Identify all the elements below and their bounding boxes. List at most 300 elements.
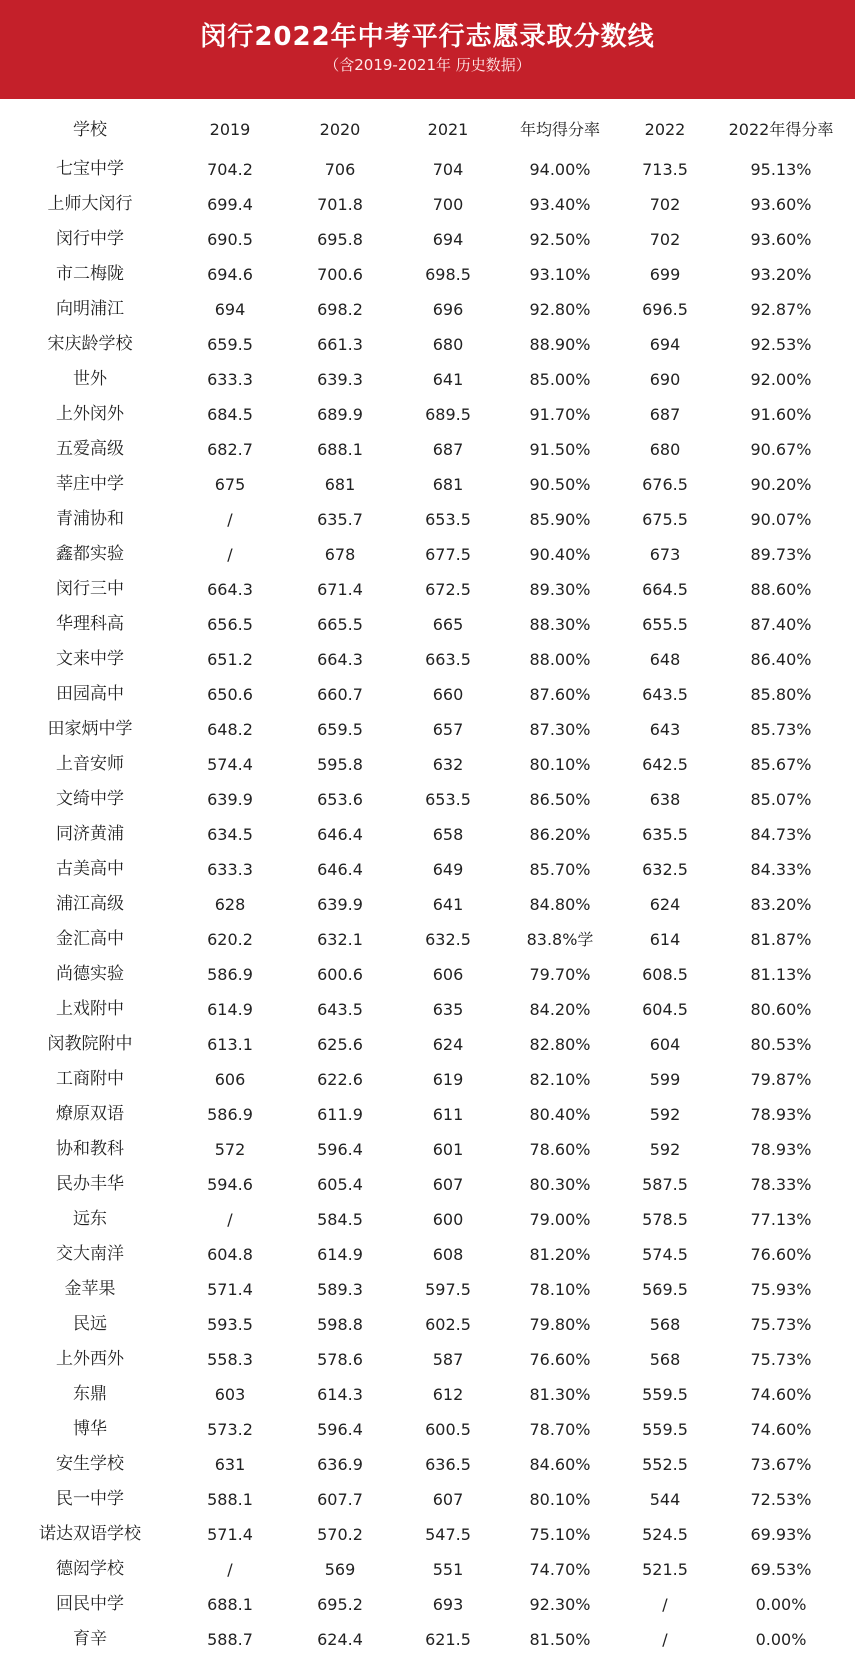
score-2022-cell: 544: [649, 1490, 681, 1509]
school-name-cell: 金苹果: [64, 1279, 116, 1299]
table-row: [0, 1167, 855, 1202]
rate-2022-cell: 92.87%: [750, 300, 812, 319]
school-name-cell: 上戏附中: [56, 999, 124, 1019]
score-2020-cell: 689.9: [317, 405, 363, 424]
avg-rate-cell: 93.40%: [529, 195, 591, 214]
school-name-cell: 上外西外: [56, 1349, 124, 1369]
score-2022-cell: 578.5: [642, 1210, 688, 1229]
school-name-cell: 金汇高中: [56, 929, 124, 949]
score-2020-cell: 625.6: [317, 1035, 363, 1054]
rate-2022-cell: 85.67%: [750, 755, 812, 774]
score-2019-cell: 588.7: [207, 1630, 253, 1649]
table-row: [0, 922, 855, 957]
table-row: [0, 1377, 855, 1412]
table-row: [0, 957, 855, 992]
score-2022-cell: 552.5: [642, 1455, 688, 1474]
score-2020-cell: 596.4: [317, 1140, 363, 1159]
score-2021-cell: 600: [432, 1210, 464, 1229]
table-row: [0, 1587, 855, 1622]
score-2021-cell: 587: [432, 1350, 464, 1369]
score-2021-cell: 632: [432, 755, 464, 774]
table-row: [0, 292, 855, 327]
avg-rate-cell: 82.10%: [529, 1070, 591, 1089]
score-2019-cell: /: [227, 545, 233, 564]
school-name-cell: 闵教院附中: [47, 1034, 133, 1054]
school-name-cell: 莘庄中学: [56, 474, 124, 494]
score-2020-cell: 639.3: [317, 370, 363, 389]
school-name-cell: 安生学校: [56, 1454, 124, 1474]
school-name-cell: 上外闵外: [56, 404, 124, 424]
rate-2022-cell: 76.60%: [750, 1245, 812, 1264]
score-2022-cell: 648: [649, 650, 681, 669]
score-2020-cell: 578.6: [317, 1350, 363, 1369]
table-header: [0, 108, 855, 152]
school-name-cell: 尚德实验: [56, 964, 124, 984]
rate-2022-cell: 88.60%: [750, 580, 812, 599]
score-2020-cell: 701.8: [317, 195, 363, 214]
avg-rate-cell: 92.30%: [529, 1595, 591, 1614]
score-2019-cell: 606: [214, 1070, 246, 1089]
school-name-cell: 德闳学校: [56, 1559, 124, 1579]
table-row: [0, 747, 855, 782]
rate-2022-cell: 75.73%: [750, 1350, 812, 1369]
score-2021-cell: 653.5: [425, 790, 471, 809]
table-row: [0, 852, 855, 887]
school-name-cell: 田家炳中学: [47, 719, 133, 739]
score-2021-cell: 611: [432, 1105, 464, 1124]
score-2020-cell: 698.2: [317, 300, 363, 319]
avg-rate-cell: 88.30%: [529, 615, 591, 634]
rate-2022-cell: 73.67%: [750, 1455, 812, 1474]
header-2022-rate: 2022年得分率: [728, 120, 834, 139]
score-2021-cell: 687: [432, 440, 464, 459]
table-row: [0, 397, 855, 432]
score-2019-cell: 675: [214, 475, 246, 494]
score-2020-cell: 678: [324, 545, 356, 564]
score-2020-cell: 622.6: [317, 1070, 363, 1089]
score-2019-cell: 651.2: [207, 650, 253, 669]
score-2021-cell: 624: [432, 1035, 464, 1054]
avg-rate-cell: 84.20%: [529, 1000, 591, 1019]
score-2021-cell: 660: [432, 685, 464, 704]
school-name-cell: 远东: [73, 1209, 107, 1229]
score-2020-cell: 624.4: [317, 1630, 363, 1649]
avg-rate-cell: 92.80%: [529, 300, 591, 319]
score-2020-cell: 639.9: [317, 895, 363, 914]
score-2019-cell: 614.9: [207, 1000, 253, 1019]
school-name-cell: 民办丰华: [56, 1174, 124, 1194]
score-2020-cell: 596.4: [317, 1420, 363, 1439]
school-name-cell: 回民中学: [56, 1594, 124, 1614]
score-2020-cell: 635.7: [317, 510, 363, 529]
rate-2022-cell: 0.00%: [755, 1595, 807, 1614]
school-name-cell: 华理科高: [56, 614, 124, 634]
score-2021-cell: 635: [432, 1000, 464, 1019]
score-2022-cell: 592: [649, 1105, 681, 1124]
school-name-cell: 鑫都实验: [56, 544, 124, 564]
score-2021-cell: 665: [432, 615, 464, 634]
score-2020-cell: 598.8: [317, 1315, 363, 1334]
score-2021-cell: 600.5: [425, 1420, 471, 1439]
score-2021-cell: 547.5: [425, 1525, 471, 1544]
page-title: 闵行2022年中考平行志愿录取分数线: [200, 22, 655, 52]
rate-2022-cell: 93.20%: [750, 265, 812, 284]
score-2019-cell: 633.3: [207, 860, 253, 879]
score-2019-cell: 694.6: [207, 265, 253, 284]
table-row: [0, 432, 855, 467]
rate-2022-cell: 79.87%: [750, 1070, 812, 1089]
score-2020-cell: 636.9: [317, 1455, 363, 1474]
score-2022-cell: /: [662, 1630, 668, 1649]
score-2021-cell: 607: [432, 1175, 464, 1194]
score-2022-cell: 568: [649, 1350, 681, 1369]
school-name-cell: 育辛: [73, 1629, 107, 1649]
table-row: [0, 572, 855, 607]
school-name-cell: 世外: [73, 369, 107, 389]
score-2021-cell: 680: [432, 335, 464, 354]
avg-rate-cell: 94.00%: [529, 160, 591, 179]
score-2021-cell: 612: [432, 1385, 464, 1404]
avg-rate-cell: 91.70%: [529, 405, 591, 424]
school-name-cell: 古美高中: [56, 859, 124, 879]
rate-2022-cell: 93.60%: [750, 230, 812, 249]
score-2021-cell: 602.5: [425, 1315, 471, 1334]
score-2021-cell: 681: [432, 475, 464, 494]
score-2021-cell: 663.5: [425, 650, 471, 669]
school-name-cell: 工商附中: [56, 1069, 124, 1089]
score-2019-cell: 604.8: [207, 1245, 253, 1264]
score-2019-cell: /: [227, 510, 233, 529]
avg-rate-cell: 78.10%: [529, 1280, 591, 1299]
header-school: 学校: [73, 120, 107, 140]
score-2020-cell: 688.1: [317, 440, 363, 459]
score-2021-cell: 649: [432, 860, 464, 879]
avg-rate-cell: 74.70%: [529, 1560, 591, 1579]
rate-2022-cell: 91.60%: [750, 405, 812, 424]
school-name-cell: 七宝中学: [56, 159, 124, 179]
score-2019-cell: 633.3: [207, 370, 253, 389]
score-2022-cell: 604.5: [642, 1000, 688, 1019]
avg-rate-cell: 83.8%学: [526, 930, 594, 949]
score-2019-cell: 639.9: [207, 790, 253, 809]
table-row: [0, 502, 855, 537]
table-row: [0, 1447, 855, 1482]
score-2019-cell: 688.1: [207, 1595, 253, 1614]
score-2020-cell: 589.3: [317, 1280, 363, 1299]
school-name-cell: 青浦协和: [56, 509, 124, 529]
score-2019-cell: 699.4: [207, 195, 253, 214]
avg-rate-cell: 80.10%: [529, 755, 591, 774]
score-2019-cell: 664.3: [207, 580, 253, 599]
score-2019-cell: 603: [214, 1385, 246, 1404]
score-2021-cell: 653.5: [425, 510, 471, 529]
header-avg-rate: 年均得分率: [519, 120, 600, 139]
table-row: [0, 817, 855, 852]
school-name-cell: 浦江高级: [56, 894, 124, 914]
rate-2022-cell: 81.87%: [750, 930, 812, 949]
score-2020-cell: 665.5: [317, 615, 363, 634]
score-2021-cell: 606: [432, 965, 464, 984]
score-2021-cell: 641: [432, 895, 464, 914]
score-2020-cell: 614.9: [317, 1245, 363, 1264]
score-2021-cell: 601: [432, 1140, 464, 1159]
score-2022-cell: 635.5: [642, 825, 688, 844]
score-2019-cell: 613.1: [207, 1035, 253, 1054]
rate-2022-cell: 84.73%: [750, 825, 812, 844]
score-2019-cell: 631: [214, 1455, 246, 1474]
school-name-cell: 燎原双语: [56, 1104, 124, 1124]
avg-rate-cell: 85.70%: [529, 860, 591, 879]
score-2022-cell: 521.5: [642, 1560, 688, 1579]
rate-2022-cell: 81.13%: [750, 965, 812, 984]
table-row: [0, 1272, 855, 1307]
score-2019-cell: 704.2: [207, 160, 253, 179]
score-2020-cell: 695.2: [317, 1595, 363, 1614]
score-2022-cell: 574.5: [642, 1245, 688, 1264]
avg-rate-cell: 79.70%: [529, 965, 591, 984]
table-row: [0, 1132, 855, 1167]
score-2020-cell: 595.8: [317, 755, 363, 774]
score-2019-cell: /: [227, 1210, 233, 1229]
rate-2022-cell: 89.73%: [750, 545, 812, 564]
score-2022-cell: 655.5: [642, 615, 688, 634]
score-2021-cell: 696: [432, 300, 464, 319]
score-2020-cell: 584.5: [317, 1210, 363, 1229]
score-2022-cell: 702: [649, 230, 681, 249]
rate-2022-cell: 74.60%: [750, 1420, 812, 1439]
score-2020-cell: 706: [324, 160, 356, 179]
score-2019-cell: 586.9: [207, 1105, 253, 1124]
avg-rate-cell: 86.50%: [529, 790, 591, 809]
page-subtitle: （含2019-2021年 历史数据）: [324, 56, 531, 74]
score-2020-cell: 643.5: [317, 1000, 363, 1019]
score-2022-cell: 642.5: [642, 755, 688, 774]
avg-rate-cell: 88.90%: [529, 335, 591, 354]
score-2020-cell: 681: [324, 475, 356, 494]
avg-rate-cell: 78.70%: [529, 1420, 591, 1439]
school-name-cell: 同济黄浦: [56, 824, 124, 844]
score-2020-cell: 653.6: [317, 790, 363, 809]
rate-2022-cell: 90.67%: [750, 440, 812, 459]
table-row: [0, 712, 855, 747]
avg-rate-cell: 90.40%: [529, 545, 591, 564]
score-2019-cell: 684.5: [207, 405, 253, 424]
score-2019-cell: 656.5: [207, 615, 253, 634]
school-name-cell: 上音安师: [56, 754, 124, 774]
table-row: [0, 1517, 855, 1552]
score-2021-cell: 607: [432, 1490, 464, 1509]
table-row: [0, 1307, 855, 1342]
score-2022-cell: 559.5: [642, 1420, 688, 1439]
score-2019-cell: 593.5: [207, 1315, 253, 1334]
header-2019: 2019: [209, 120, 251, 139]
rate-2022-cell: 0.00%: [755, 1630, 807, 1649]
score-2021-cell: 700: [432, 195, 464, 214]
score-2021-cell: 641: [432, 370, 464, 389]
score-2020-cell: 659.5: [317, 720, 363, 739]
score-2019-cell: 628: [214, 895, 246, 914]
rate-2022-cell: 80.53%: [750, 1035, 812, 1054]
score-2022-cell: 604: [649, 1035, 681, 1054]
avg-rate-cell: 76.60%: [529, 1350, 591, 1369]
school-name-cell: 协和教科: [56, 1139, 124, 1159]
avg-rate-cell: 80.30%: [529, 1175, 591, 1194]
rate-2022-cell: 74.60%: [750, 1385, 812, 1404]
score-2020-cell: 660.7: [317, 685, 363, 704]
score-2019-cell: 588.1: [207, 1490, 253, 1509]
rate-2022-cell: 75.93%: [750, 1280, 812, 1299]
score-2022-cell: 638: [649, 790, 681, 809]
score-2019-cell: 574.4: [207, 755, 253, 774]
score-2022-cell: /: [662, 1595, 668, 1614]
score-2022-cell: 702: [649, 195, 681, 214]
rate-2022-cell: 86.40%: [750, 650, 812, 669]
table-row: [0, 537, 855, 572]
avg-rate-cell: 81.30%: [529, 1385, 591, 1404]
rate-2022-cell: 90.20%: [750, 475, 812, 494]
score-2021-cell: 672.5: [425, 580, 471, 599]
avg-rate-cell: 88.00%: [529, 650, 591, 669]
avg-rate-cell: 89.30%: [529, 580, 591, 599]
school-name-cell: 东鼎: [73, 1384, 107, 1404]
score-2020-cell: 570.2: [317, 1525, 363, 1544]
table-row: [0, 677, 855, 712]
table-row: [0, 1097, 855, 1132]
score-2019-cell: 682.7: [207, 440, 253, 459]
score-2020-cell: 661.3: [317, 335, 363, 354]
school-name-cell: 交大南洋: [56, 1244, 124, 1264]
school-name-cell: 闵行中学: [56, 229, 124, 249]
rate-2022-cell: 87.40%: [750, 615, 812, 634]
score-2021-cell: 619: [432, 1070, 464, 1089]
score-2022-cell: 524.5: [642, 1525, 688, 1544]
rate-2022-cell: 77.13%: [750, 1210, 812, 1229]
school-name-cell: 民一中学: [56, 1489, 124, 1509]
table-row: [0, 222, 855, 257]
score-2019-cell: /: [227, 1560, 233, 1579]
score-2021-cell: 694: [432, 230, 464, 249]
score-2022-cell: 643: [649, 720, 681, 739]
rate-2022-cell: 84.33%: [750, 860, 812, 879]
avg-rate-cell: 93.10%: [529, 265, 591, 284]
score-2022-cell: 676.5: [642, 475, 688, 494]
avg-rate-cell: 81.20%: [529, 1245, 591, 1264]
header-2022: 2022: [644, 120, 686, 139]
score-2020-cell: 646.4: [317, 825, 363, 844]
score-2022-cell: 687: [649, 405, 681, 424]
avg-rate-cell: 92.50%: [529, 230, 591, 249]
rate-2022-cell: 92.00%: [750, 370, 812, 389]
avg-rate-cell: 87.60%: [529, 685, 591, 704]
score-2021-cell: 693: [432, 1595, 464, 1614]
score-2020-cell: 614.3: [317, 1385, 363, 1404]
score-2021-cell: 677.5: [425, 545, 471, 564]
score-2022-cell: 690: [649, 370, 681, 389]
rate-2022-cell: 92.53%: [750, 335, 812, 354]
avg-rate-cell: 82.80%: [529, 1035, 591, 1054]
score-2021-cell: 704: [432, 160, 464, 179]
score-2020-cell: 605.4: [317, 1175, 363, 1194]
title-banner: [0, 0, 855, 99]
rate-2022-cell: 83.20%: [750, 895, 812, 914]
avg-rate-cell: 79.80%: [529, 1315, 591, 1334]
avg-rate-cell: 80.40%: [529, 1105, 591, 1124]
avg-rate-cell: 91.50%: [529, 440, 591, 459]
score-2022-cell: 614: [649, 930, 681, 949]
rate-2022-cell: 78.93%: [750, 1105, 812, 1124]
avg-rate-cell: 78.60%: [529, 1140, 591, 1159]
avg-rate-cell: 86.20%: [529, 825, 591, 844]
score-2019-cell: 620.2: [207, 930, 253, 949]
score-2022-cell: 696.5: [642, 300, 688, 319]
table-row: [0, 1202, 855, 1237]
table-row: [0, 607, 855, 642]
score-2022-cell: 608.5: [642, 965, 688, 984]
avg-rate-cell: 85.90%: [529, 510, 591, 529]
score-2021-cell: 658: [432, 825, 464, 844]
table-row: [0, 1342, 855, 1377]
rate-2022-cell: 85.80%: [750, 685, 812, 704]
table-row: [0, 1482, 855, 1517]
table-row: [0, 327, 855, 362]
table-row: [0, 1622, 855, 1657]
rate-2022-cell: 72.53%: [750, 1490, 812, 1509]
rate-2022-cell: 75.73%: [750, 1315, 812, 1334]
avg-rate-cell: 90.50%: [529, 475, 591, 494]
rate-2022-cell: 69.53%: [750, 1560, 812, 1579]
rate-2022-cell: 85.73%: [750, 720, 812, 739]
rate-2022-cell: 85.07%: [750, 790, 812, 809]
score-2021-cell: 608: [432, 1245, 464, 1264]
score-2022-cell: 713.5: [642, 160, 688, 179]
score-2020-cell: 600.6: [317, 965, 363, 984]
school-name-cell: 闵行三中: [56, 579, 124, 599]
avg-rate-cell: 84.80%: [529, 895, 591, 914]
score-2022-cell: 599: [649, 1070, 681, 1089]
score-2020-cell: 700.6: [317, 265, 363, 284]
table-body: [0, 152, 855, 1657]
table-row: [0, 362, 855, 397]
avg-rate-cell: 79.00%: [529, 1210, 591, 1229]
rate-2022-cell: 78.93%: [750, 1140, 812, 1159]
score-2020-cell: 671.4: [317, 580, 363, 599]
score-2022-cell: 680: [649, 440, 681, 459]
score-2021-cell: 689.5: [425, 405, 471, 424]
score-2019-cell: 573.2: [207, 1420, 253, 1439]
avg-rate-cell: 85.00%: [529, 370, 591, 389]
header-2020: 2020: [319, 120, 361, 139]
score-2021-cell: 632.5: [425, 930, 471, 949]
score-table: [0, 108, 855, 1657]
score-2019-cell: 571.4: [207, 1525, 253, 1544]
table-row: [0, 1062, 855, 1097]
table-row: [0, 257, 855, 292]
score-2021-cell: 698.5: [425, 265, 471, 284]
rate-2022-cell: 69.93%: [750, 1525, 812, 1544]
table-row: [0, 642, 855, 677]
score-2021-cell: 551: [432, 1560, 464, 1579]
table-row: [0, 992, 855, 1027]
school-name-cell: 宋庆龄学校: [47, 334, 133, 354]
avg-rate-cell: 81.50%: [529, 1630, 591, 1649]
school-name-cell: 五爱高级: [56, 439, 124, 459]
score-2022-cell: 592: [649, 1140, 681, 1159]
school-name-cell: 文绮中学: [56, 789, 124, 809]
table-row: [0, 1237, 855, 1272]
rate-2022-cell: 80.60%: [750, 1000, 812, 1019]
score-2022-cell: 569.5: [642, 1280, 688, 1299]
avg-rate-cell: 84.60%: [529, 1455, 591, 1474]
